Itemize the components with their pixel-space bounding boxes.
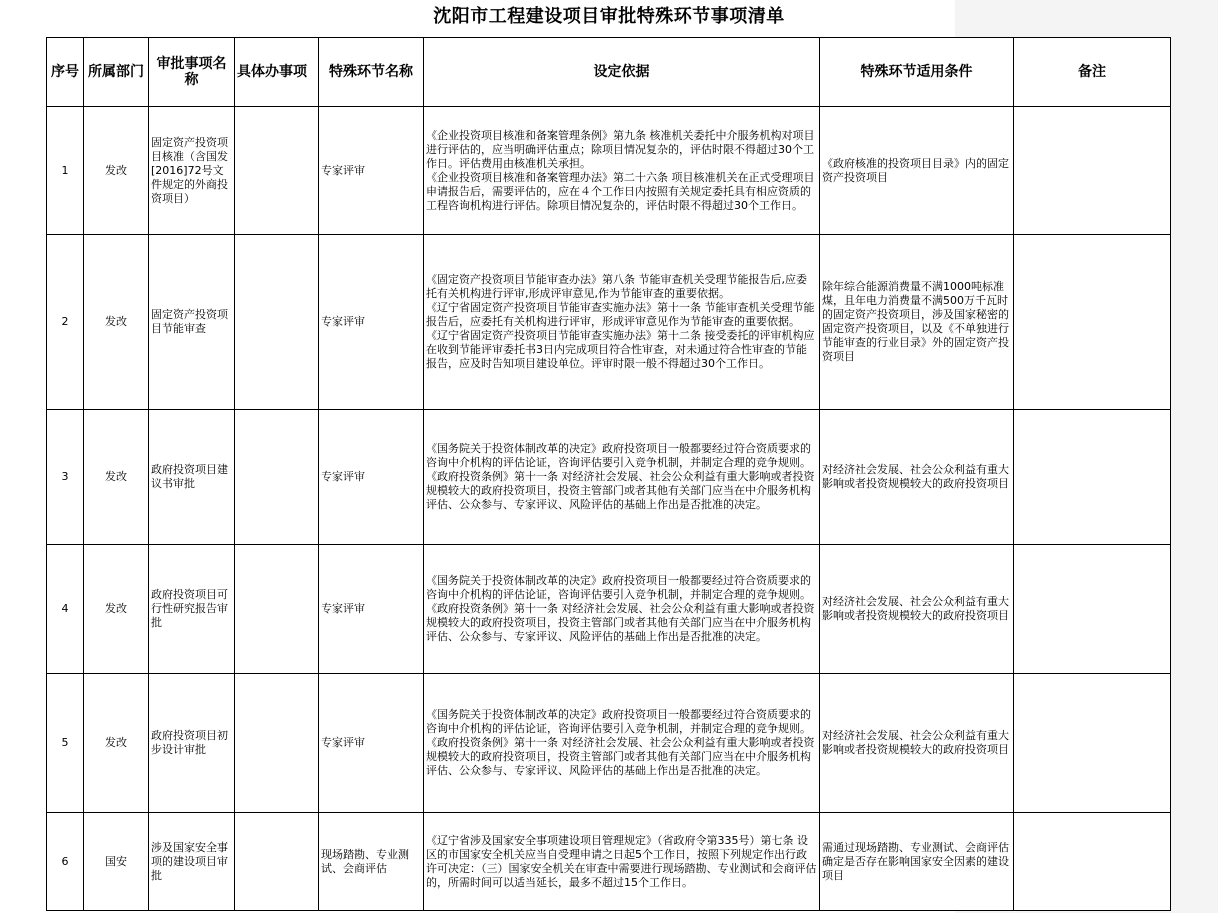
header-dept: 所属部门 (84, 38, 149, 107)
cell-no: 3 (47, 410, 84, 545)
header-basis: 设定依据 (424, 38, 820, 107)
cell-remark (1014, 813, 1171, 911)
cell-special: 现场踏勘、专业测试、会商评估 (319, 813, 424, 911)
header-no: 序号 (47, 38, 84, 107)
cell-condition: 对经济社会发展、社会公众利益有重大影响或者投资规模较大的政府投资项目 (820, 674, 1014, 813)
table-row (47, 545, 1171, 674)
cell-condition: 《政府核准的投资项目目录》内的固定资产投资项目 (820, 107, 1014, 235)
cell-condition: 对经济社会发展、社会公众利益有重大影响或者投资规模较大的政府投资项目 (820, 545, 1014, 674)
cell-remark (1014, 674, 1171, 813)
cell-no: 5 (47, 674, 84, 813)
cell-remark (1014, 410, 1171, 545)
basis-paragraph: 《国务院关于投资体制改革的决定》政府投资项目一般都要经过符合资质要求的咨询中介机构的评估论证，咨询评估要引入竞争机制，并制定合理的竞争规则。 (426, 708, 811, 735)
special-procedures-table (46, 37, 1171, 911)
cell-dept: 发改 (84, 235, 149, 410)
cell-special: 专家评审 (319, 410, 424, 545)
cell-task (235, 410, 319, 545)
cell-basis (424, 545, 820, 674)
cell-item: 固定资产投资项目核准（含国发[2016]72号文件规定的外商投资项目） (149, 107, 235, 235)
cell-item: 政府投资项目可行性研究报告审批 (149, 545, 235, 674)
page-title: 沈阳市工程建设项目审批特殊环节事项清单 (433, 6, 785, 27)
table-row (47, 674, 1171, 813)
table-header-row (47, 38, 1171, 107)
basis-paragraph: 《政府投资条例》第十一条 对经济社会发展、社会公众利益有重大影响或者投资规模较大的政府投资项目，投资主管部门或者其他有关部门应当在中介服务机构评估、公众参与、专家评议、风险评估的基础上作出是否批准的决定。 (426, 602, 815, 643)
table-row (47, 410, 1171, 545)
cell-basis (424, 674, 820, 813)
header-special: 特殊环节名称 (319, 38, 424, 107)
cell-item: 政府投资项目初步设计审批 (149, 674, 235, 813)
header-remark: 备注 (1014, 38, 1171, 107)
cell-task (235, 107, 319, 235)
cell-basis (424, 107, 820, 235)
cell-dept: 发改 (84, 674, 149, 813)
cell-dept: 发改 (84, 545, 149, 674)
table-row (47, 107, 1171, 235)
cell-no: 6 (47, 813, 84, 911)
basis-paragraph: 《辽宁省涉及国家安全事项建设项目管理规定》（省政府令第335号）第七条 设区的市国家安全机关应当自受理申请之日起5个工作日，按照下列规定作出行政许可决定：（三）国家安全机关在审查中需要进行现场踏勘、专业测试和会商评估的，所需时间可以适当延长，最多不超过15个工作日。 (426, 833, 817, 889)
cell-task (235, 545, 319, 674)
cell-basis (424, 410, 820, 545)
header-item: 审批事项名称 (149, 38, 235, 107)
cell-remark (1014, 107, 1171, 235)
cell-condition: 需通过现场踏勘、专业测试、会商评估确定是否存在影响国家安全因素的建设项目 (820, 813, 1014, 911)
cell-condition: 除年综合能源消费量不满1000吨标准煤，且年电力消费量不满500万千瓦时的固定资产投资项目，涉及国家秘密的固定资产投资项目，以及《不单独进行节能审查的行业目录》外的固定资产投资项目 (820, 235, 1014, 410)
cell-dept: 发改 (84, 107, 149, 235)
basis-paragraph: 《固定资产投资项目节能审查办法》第八条 节能审查机关受理节能报告后,应委托有关机构进行评审,形成评审意见,作为节能审查的重要依据。 (426, 273, 807, 300)
cell-item: 涉及国家安全事项的建设项目审批 (149, 813, 235, 911)
cell-no: 4 (47, 545, 84, 674)
table-row (47, 235, 1171, 410)
cell-special: 专家评审 (319, 545, 424, 674)
basis-paragraph: 《政府投资条例》第十一条 对经济社会发展、社会公众利益有重大影响或者投资规模较大的政府投资项目，投资主管部门或者其他有关部门应当在中介服务机构评估、公众参与、专家评议、风险评估的基础上作出是否批准的决定。 (426, 470, 815, 511)
cell-task (235, 813, 319, 911)
cell-remark (1014, 545, 1171, 674)
cell-no: 2 (47, 235, 84, 410)
header-task: 具体办事项 (235, 38, 319, 107)
cell-item: 固定资产投资项目节能审查 (149, 235, 235, 410)
basis-paragraph: 《国务院关于投资体制改革的决定》政府投资项目一般都要经过符合资质要求的咨询中介机构的评估论证，咨询评估要引入竞争机制，并制定合理的竞争规则。 (426, 574, 811, 601)
cell-basis (424, 813, 820, 911)
header-condition: 特殊环节适用条件 (820, 38, 1014, 107)
cell-basis (424, 235, 820, 410)
basis-paragraph: 《政府投资条例》第十一条 对经济社会发展、社会公众利益有重大影响或者投资规模较大的政府投资项目，投资主管部门或者其他有关部门应当在中介服务机构评估、公众参与、专家评议、风险评估的基础上作出是否批准的决定。 (426, 736, 815, 777)
basis-paragraph: 《国务院关于投资体制改革的决定》政府投资项目一般都要经过符合资质要求的咨询中介机构的评估论证，咨询评估要引入竞争机制，并制定合理的竞争规则。 (426, 442, 811, 469)
cell-dept: 发改 (84, 410, 149, 545)
cell-no: 1 (47, 107, 84, 235)
basis-paragraph: 《辽宁省固定资产投资项目节能审查实施办法》第十二条 接受委托的评审机构应在收到节能评审委托书3日内完成项目符合性审查，对未通过符合性审查的节能报告，应及时告知项目建设单位。评审时限一般不得超过30个工作日。 (426, 329, 815, 370)
cell-special: 专家评审 (319, 107, 424, 235)
cell-dept: 国安 (84, 813, 149, 911)
cell-condition: 对经济社会发展、社会公众利益有重大影响或者投资规模较大的政府投资项目 (820, 410, 1014, 545)
table-row (47, 813, 1171, 911)
basis-paragraph: 《企业投资项目核准和备案管理条例》第九条 核准机关委托中介服务机构对项目进行评估的，应当明确评估重点；除项目情况复杂的，评估时限不得超过30个工作日。评估费用由核准机关承担。 (426, 128, 815, 170)
cell-task (235, 235, 319, 410)
cell-remark (1014, 235, 1171, 410)
basis-paragraph: 《辽宁省固定资产投资项目节能审查实施办法》第十一条 节能审查机关受理节能报告后，应委托有关机构进行评审，形成评审意见作为节能审查的重要依据。 (426, 301, 815, 328)
cell-task (235, 674, 319, 813)
basis-paragraph: 《企业投资项目核准和备案管理办法》第二十六条 项目核准机关在正式受理项目申请报告后，需要评估的，应在４个工作日内按照有关规定委托具有相应资质的工程咨询机构进行评估。除项目情况复杂的，评估时限不得超过30个工作日。 (426, 170, 815, 212)
cell-special: 专家评审 (319, 235, 424, 410)
cell-item: 政府投资项目建议书审批 (149, 410, 235, 545)
cell-special: 专家评审 (319, 674, 424, 813)
